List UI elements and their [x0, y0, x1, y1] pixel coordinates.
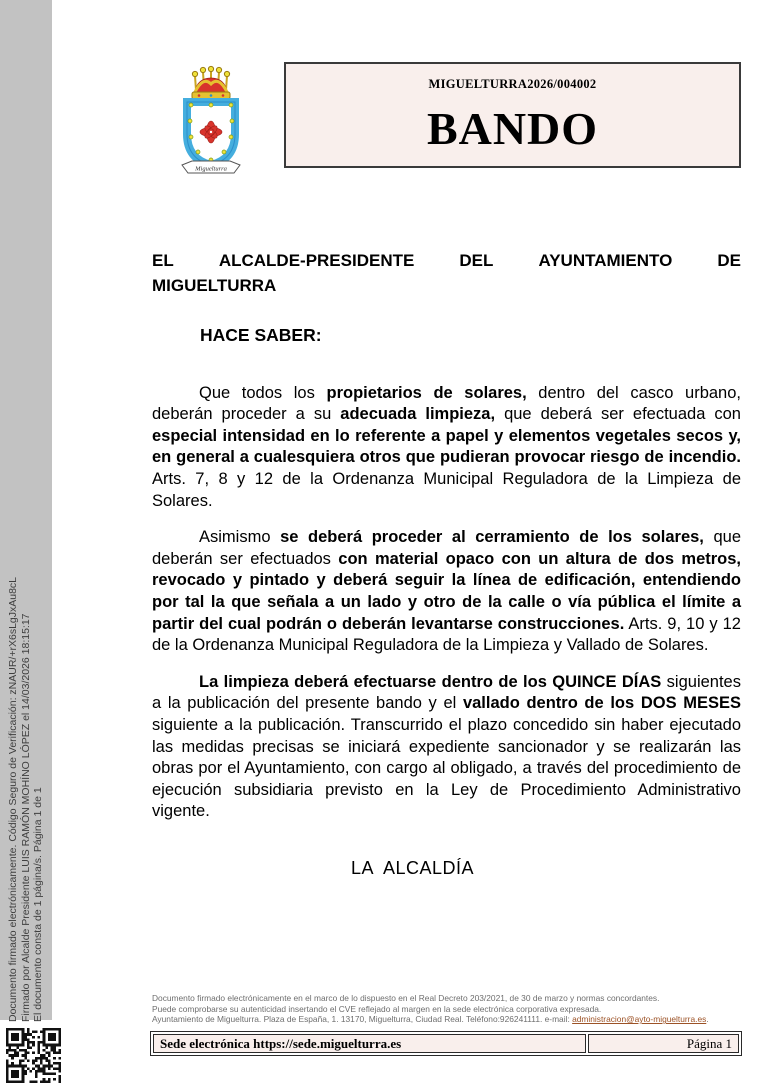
- issuer-heading-line1: EL ALCALDE-PRESIDENTE DEL AYUNTAMIENTO DE: [152, 251, 741, 270]
- verification-line-signer: Firmado por Alcalde Presidente LUIS RAMÓN MOHÍNO LÓPEZ el 14/03/2026 18:15:17: [19, 613, 32, 1022]
- paragraph-limpieza: Que todos los propietarios de solares, dentro del casco urbano, deberán proceder a su adecuada limpieza, que deberá ser efectuada con especial intensidad en lo referente a papel y elementos vegetales secos y, en general a cualesquiera otros que pudieran provocar riesgo de incendio. Arts. 7, 8 y 12 de la Ordenanza Municipal Reguladora de la Limpieza de Solares.: [152, 383, 741, 510]
- document-reference: MIGUELTURRA2026/004002: [428, 77, 597, 91]
- legal-line-1: Documento firmado electrónicamente en el marco de lo dispuesto en el Real Decreto 203/2021, de 30 de marzo y normas concordantes.: [152, 993, 660, 1003]
- qr-code: [6, 1028, 61, 1083]
- paragraph-cerramiento: Asimismo se deberá proceder al cerramiento de los solares, que deberán ser efectuados con material opaco con un altura de dos metros, revocado y pintado y deberá seguir la línea de edificación, entendiendo por tal la que señala a un lado y otro de la calle o vía pública el límite a partir del cual podrán o deberán levantarse construcciones. Arts. 9, 10 y 12 de la Ordenanza Municipal Reguladora de la Limpieza y Vallado de Solares.: [152, 528, 742, 655]
- legal-line-2: Puede comprobarse su autenticidad insertando el CVE reflejado al margen en la sede electrónica corporativa expresada.: [152, 1003, 602, 1014]
- signature-line: LA ALCALDÍA: [350, 857, 475, 878]
- issuer-heading-line2: MIGUELTURRA: [152, 276, 277, 295]
- verification-text: [7, 422, 47, 1022]
- issuer-heading: [152, 248, 741, 298]
- verification-line-csv: Documento firmado electrónicamente. Código Seguro de Verificación: zNAUR/+rX6sLgJxAu8cL: [7, 576, 19, 1022]
- legal-line-3-prefix: Ayuntamiento de Miguelturra. Plaza de España, 1. 13170, Miguelturra, Ciudad Real. Teléfono:926241111. e-mail:: [152, 1014, 573, 1025]
- verification-line-pages: El documento consta de 1 página/s. Página 1 de 1: [32, 787, 45, 1022]
- title-box: [284, 62, 741, 168]
- coat-of-arms-banner-text: Miguelturra: [195, 165, 227, 173]
- salutation: HACE SABER:: [200, 325, 322, 345]
- document-body: [152, 248, 741, 879]
- legal-line-3: [152, 1014, 741, 1025]
- verification-strip: [0, 0, 52, 1020]
- legal-smallprint: [152, 993, 741, 1025]
- email-link[interactable]: administracion@ayto-miguelturra.es: [572, 1014, 707, 1025]
- coat-of-arms-icon: [179, 64, 243, 176]
- legal-line-3-suffix: .: [706, 1014, 709, 1025]
- document-title: BANDO: [426, 103, 599, 154]
- footer-page-number: Página 1: [588, 1034, 739, 1053]
- footer-bar: [150, 1031, 742, 1056]
- footer-sede-electronica: Sede electrónica https://sede.miguelturra.es: [153, 1034, 586, 1053]
- paragraph-plazos: La limpieza deberá efectuarse dentro de los QUINCE DÍAS siguientes a la publicación del presente bando y el vallado dentro de los DOS MESES siguiente a la publicación. Transcurrido el plazo concedido sin haber ejecutado las medidas precisas se iniciará expediente sancionador y se realizarán las obras por el Ayuntamiento, con cargo al obligado, a través del procedimiento de ejecución subsidiaria previsto en la Ley de Procedimiento Administrativo vigente.: [152, 672, 741, 821]
